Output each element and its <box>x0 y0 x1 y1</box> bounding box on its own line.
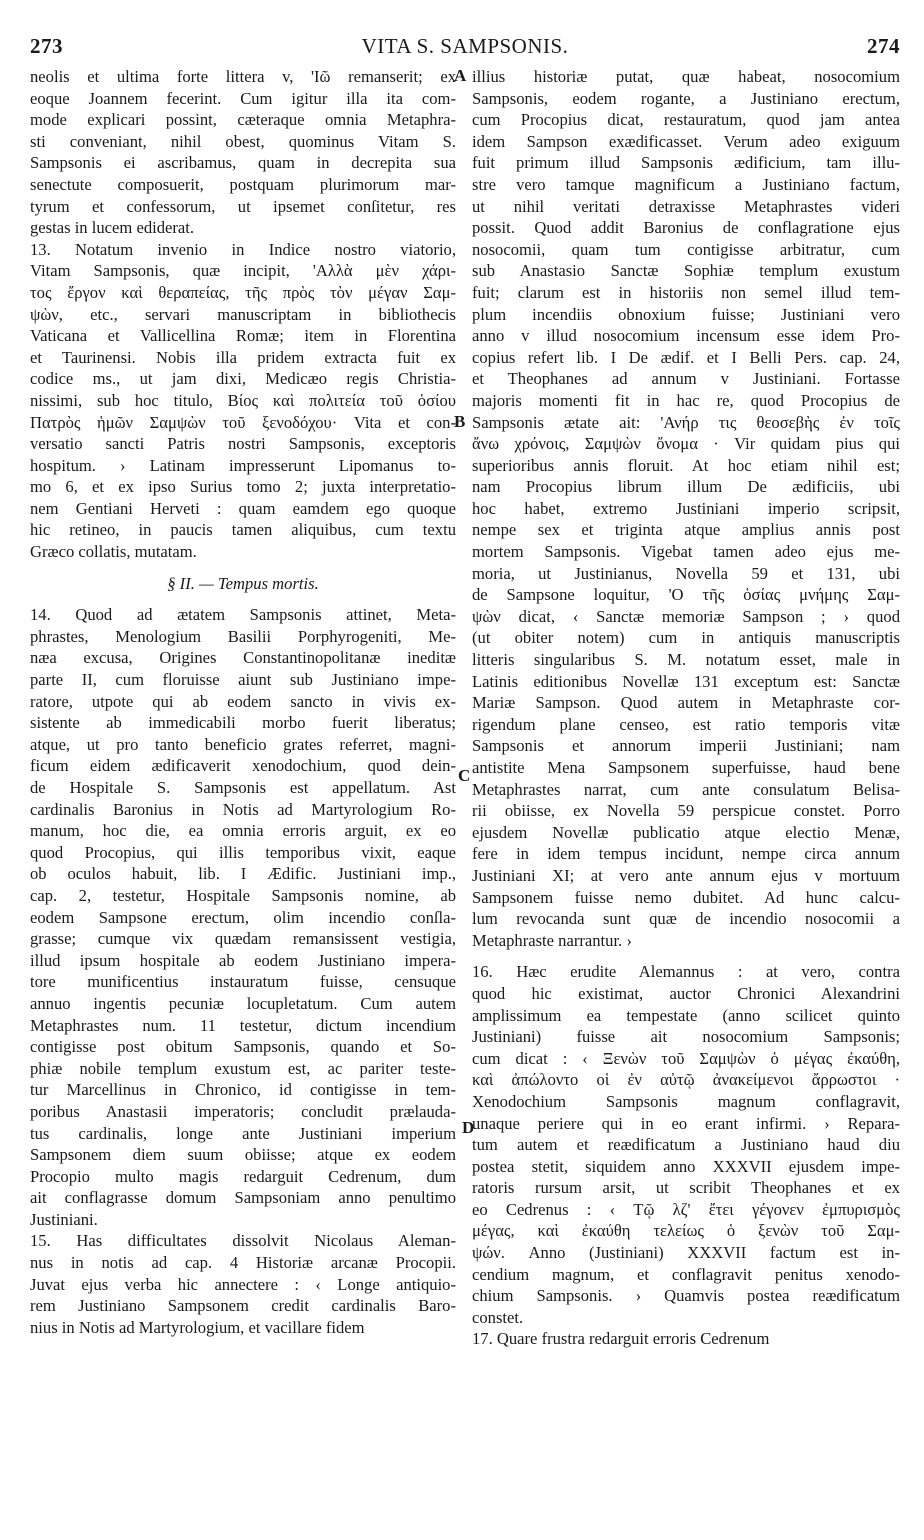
text-line: tore munificentius instauratum fuisse, censuque <box>30 972 456 992</box>
text-line: Xenodochium Sampsonis magnum conflagravit, <box>472 1091 900 1111</box>
margin-marker-c: C <box>458 766 471 785</box>
text-line: atque, ut pro tanto beneficio grates referret, magni- <box>30 734 456 754</box>
text-line: hospitum. › Latinam impresserunt Lipomanus to- <box>30 455 456 475</box>
text-line: fuit primum illud Sampsonis ædificium, tam illu- <box>472 153 900 173</box>
text-line: senectute composuerit, postquam plurimorum mar- <box>30 174 456 194</box>
text-line: possit. Quod addit Baronius de conflagratione ejus <box>472 218 900 238</box>
text-line: Sampsonis ætate ait: 'Ανήρ τις θεοσεβὴς ἐν τοῖς <box>472 412 900 432</box>
text-line: parte II, cum floruisse aiunt sub Justiniano impe- <box>30 670 456 690</box>
text-line: 16. Hæc erudite Alemannus : at vero, contra <box>472 962 900 982</box>
text-line: rigendum plane censeo, est ratio temporis vitæ <box>472 714 900 734</box>
text-line: ficum eidem ædificaverit xenodochium, quod dein- <box>30 756 456 776</box>
text-line: sub Anastasio Sanctæ Sophiæ templum exustum <box>472 261 900 281</box>
text-line: Mariæ Sampson. Quod autem in Metaphraste cor- <box>472 693 900 713</box>
text-line: Græco collatis, mutatam. <box>30 542 197 562</box>
page-number-right: 274 <box>867 34 900 58</box>
text-line: Latinis editionibus Novellæ 131 exceptum est: Sanctæ <box>472 671 900 691</box>
margin-marker-d: D <box>462 1118 475 1137</box>
text-line: illius historiæ putat, quæ habeat, nosocomium <box>472 67 900 86</box>
text-line: nam Procopius librum illum De ædificiis, ubi <box>472 477 900 497</box>
text-line: Sampsonis et annorum imperii Justiniani; nam <box>472 736 900 756</box>
left-column <box>30 66 456 1338</box>
page-header <box>30 34 900 62</box>
text-line: fere in idem tempus incidunt, nempe circa annum <box>472 844 900 864</box>
text-line: nem Gentiani Herveti : quam eamdem ego quoque <box>30 498 456 518</box>
text-line: neolis et ultima forte littera v, 'Iῶ remanserit; ex <box>30 67 456 86</box>
text-line: ἄνω χρόνοις, Σαμψὼν ὄνομα · Vir quidam pius qui <box>472 434 900 454</box>
text-line: tus cardinalis, longe ante Justiniani imperium <box>30 1123 456 1143</box>
text-line: mortem Sampsonis. Vigebat tamen adeo ejus me- <box>472 542 900 562</box>
section-heading: § II. — Tempus mortis. <box>167 573 319 593</box>
text-line: Metaphraste narrantur. › <box>472 930 632 950</box>
text-line: cendium magnum, et conflagravit penitus xenodo- <box>472 1264 900 1284</box>
text-line: nus in notis ad cap. 4 Historiæ arcanæ Procopii. <box>30 1253 456 1273</box>
running-title: VITA S. SAMPSONIS. <box>361 34 569 58</box>
text-line: Vaticana et Vallicellina Romæ; item in Florentina <box>30 326 456 346</box>
text-line: postea stetit, siquidem anno XXXVII ejusdem impe- <box>472 1156 900 1176</box>
text-line: hoc habet, extremo Justiniani imperio scripsit, <box>472 498 900 518</box>
text-line: τος ἔργον καὶ θεραπείας, τῆς πρὸς τὸν μέγαν Σαμ- <box>30 282 456 302</box>
text-line: idem Sampson exædificasset. Verum adeo exiguum <box>472 131 900 151</box>
margin-marker-a: A <box>454 66 467 85</box>
text-line: phiæ nobile templum exustum est, ac pariter teste- <box>30 1058 456 1078</box>
text-line: Sampsonis, eodem rogante, a Justiniano erectum, <box>472 88 900 108</box>
margin-marker-b: B <box>454 412 466 431</box>
text-line: hic retineo, in paucis tamen aliquibus, cum textu <box>30 520 456 540</box>
text-line: eo Cedrenus : ‹ Τῷ λζ' ἔτει γέγονεν ἐμπυρισμὸς <box>472 1199 900 1219</box>
text-line: Πατρὸς ἡμῶν Σαμψὼν τοῦ ξενοδόχου· Vita et con- <box>30 412 456 432</box>
text-line: superioribus annis floruit. At hoc etiam nihil est; <box>472 455 900 475</box>
text-line: Procopio multo magis redarguit Cedrenum, dum <box>30 1166 456 1186</box>
text-line: et Theophanes ad annum v Justiniani. Fortasse <box>472 369 900 389</box>
text-line: Juvat ejus verba hic annectere : ‹ Longe antiquio- <box>30 1274 456 1294</box>
text-line: unaque periere qui in eo erant infirmi. › Repara- <box>472 1113 900 1133</box>
text-line: tur Marcellinus in Chronico, id contigisse in tem- <box>30 1080 456 1100</box>
text-line: de Sampsone loquitur, 'Ο τῆς ὁσίας μνήμης Σαμ- <box>472 585 900 605</box>
text-line: nius in Notis ad Martyrologium, et vacillare fidem <box>30 1317 365 1337</box>
text-line: ratoris rursum arsit, ut scribit Theophanes et ex <box>472 1178 900 1198</box>
text-line: chium Sampsonis. › Quamvis postea reædificatum <box>472 1286 900 1306</box>
text-line: Sampsonem diem suum obiisse; atque ex eodem <box>30 1145 456 1165</box>
text-line: eoque Joannem fecerint. Cum igitur illa ita com- <box>30 88 456 108</box>
text-line: ψὼν, etc., servari manuscriptam in bibliothecis <box>30 304 456 324</box>
text-line: illud ipsum hospitale ab eodem Justiniano impera- <box>30 950 456 970</box>
text-line: nissimi, sub hoc titulo, Βίος καὶ πολιτεία τοῦ ὁσίου <box>30 390 456 410</box>
text-line: Metaphrastes narrat, cum ante consulatum Belisa- <box>472 779 900 799</box>
text-line: antistite Mena Sampsonem superfuisse, haud bene <box>472 758 900 777</box>
text-line: manum, hoc die, ea omnia erroris arguit, ex eo <box>30 821 456 841</box>
text-line: Metaphrastes num. 11 testetur, dictum incendium <box>30 1015 456 1035</box>
text-line: sti conveniant, nihil obest, quominus Vitam S. <box>30 131 456 151</box>
text-line: cum dicat : ‹ Ξενὼν τοῦ Σαμψὼν ὁ μέγας ἐκαύθη, <box>472 1048 900 1068</box>
text-line: μέγας, καὶ ἐκαύθη τελείως ὁ ξενὼν τοῦ Σαμ- <box>472 1221 900 1241</box>
text-line: lum revocanda sunt quæ de incendio nosocomii a <box>472 909 900 929</box>
text-line: 14. Quod ad ætatem Sampsonis attinet, Meta- <box>30 605 456 625</box>
text-line: quod hic existimat, auctor Chronici Alexandrini <box>472 983 900 1003</box>
paragraph-gap <box>30 563 456 573</box>
page-number-left: 273 <box>30 34 63 58</box>
text-line: næa excusa, Origines Constantinopolitanæ ineditæ <box>30 648 456 668</box>
text-line: phrastes, Menologium Basilii Porphyrogeniti, Me- <box>30 626 456 646</box>
text-line: nempe sex et triginta atque amplius annis post <box>472 520 900 540</box>
text-line: quod Procopius, qui illis temporibus vixit, eaque <box>30 842 456 862</box>
text-line: gestas in lucem ediderat. <box>30 218 195 238</box>
text-line: stre vero tamque magnificum a Justiniano factum, <box>472 174 900 194</box>
text-line: litteris singularibus S. M. notatum esset, male in <box>472 650 900 670</box>
text-line: tyrum et confessorum, ut ipsemet conſitetur, res <box>30 196 456 216</box>
text-line: de Hospitale S. Sampsonis est appellatum. Ast <box>30 778 456 797</box>
text-line: 15. Has difficultates dissolvit Nicolaus Aleman- <box>30 1231 456 1251</box>
text-line: Sampsonis ei ascribamus, quam in decrepita sua <box>30 153 456 173</box>
paragraph-gap <box>472 951 900 961</box>
text-line: codice ms., ut jam dixi, Medicæo regis Christia- <box>30 369 456 389</box>
paragraph-gap <box>30 594 456 604</box>
text-line: 17. Quare frustra redarguit erroris Cedrenum <box>472 1329 770 1349</box>
text-line: ob oculos habuit, lib. I Ædific. Justiniani imp., <box>30 864 456 884</box>
text-line: copius refert lib. I De ædif. et I Belli Pers. cap. 24, <box>472 347 900 367</box>
text-line: cap. 2, testetur, Hospitale Sampsonis nomine, ab <box>30 885 456 905</box>
text-line: rii obiisse, ex Novella 59 perspicue constet. Porro <box>472 801 900 821</box>
text-line: anno v illud nosocomium incensum esse idem Pro- <box>472 326 900 346</box>
text-line: fuit; clarum est in historiis non semel illud tem- <box>472 282 900 302</box>
text-line: sistente ab immedicabili morbo fuerit liberatus; <box>30 713 456 733</box>
text-line: Vitam Sampsonis, quæ incipit, 'Αλλὰ μὲν χάρι- <box>30 261 456 281</box>
text-line: cum Procopius dicat, restauratum, quod jam antea <box>472 110 900 130</box>
text-line: tum autem et reædificatum a Justiniano haud diu <box>472 1135 900 1155</box>
text-line: Sampsonem fuisse nemo dubitet. Ad hunc calcu- <box>472 887 900 907</box>
text-line: mode explicari possint, cæteraque omnia Metaphra- <box>30 110 456 130</box>
text-line: Justiniani XI; at vero ante annum ejus v mortuum <box>472 865 900 885</box>
text-line: eodem Sampsone erectum, olim incendio conſla- <box>30 907 456 927</box>
text-line: et Taurinensi. Nobis illa pridem extracta fuit ex <box>30 347 456 367</box>
text-line: contigisse post obitum Sampsonis, quando et So- <box>30 1037 456 1057</box>
text-line: Justiniani. <box>30 1209 98 1229</box>
text-line: (ut obiter notem) cum in antiquis manuscriptis <box>472 628 900 648</box>
text-line: rem Justiniano Sampsonem credit cardinalis Baro- <box>30 1296 456 1316</box>
text-line: amplissimum ea tempestate (anno scilicet quinto <box>472 1005 900 1025</box>
text-line: grasse; cumque vix quædam remansissent vestigia, <box>30 929 456 949</box>
text-line: ut nihil veritati detraxisse Metaphrastes videri <box>472 196 900 216</box>
text-line: Justiniani) fuisse ait nosocomium Sampsonis; <box>472 1027 900 1047</box>
text-line: constet. <box>472 1307 524 1327</box>
text-line: nosocomii, quam tum contigisse arbitratur, cum <box>472 239 900 259</box>
text-line: cardinalis Baronius in Notis ad Martyrologium Ro- <box>30 799 456 819</box>
text-line: ψὼν dicat, ‹ Sanctæ memoriæ Sampson ; › quod <box>472 606 900 626</box>
text-line: moria, ut Justinianus, Novella 59 et 131, ubi <box>472 563 900 583</box>
text-line: 13. Notatum invenio in Indice nostro viatorio, <box>30 239 456 259</box>
text-line: mo 6, et ex ipso Surius tomo 2; juxta interpretatio- <box>30 477 456 497</box>
text-line: καὶ ἀπώλοντο οἱ ἐν αὐτῷ ἀνακείμενοι ἄρρωστοι · <box>472 1070 900 1090</box>
text-line: annuo ingentis pecuniæ locupletatum. Cum autem <box>30 993 456 1013</box>
text-line: plum incendiis obnoxium fuisse; Justiniani vero <box>472 304 900 324</box>
text-line: ratore, utpote qui ab eodem sancto in vivis ex- <box>30 691 456 711</box>
text-line: ejusdem Novellæ publicatio atque electio Menæ, <box>472 822 900 842</box>
text-line: ψών. Anno (Justiniani) XXXVII factum est in- <box>472 1243 900 1263</box>
text-line: majoris momenti fit in hac re, quod Procopius de <box>472 390 900 410</box>
text-line: versatio sancti Patris nostri Sampsonis, exceptoris <box>30 434 456 454</box>
right-column <box>472 66 900 1350</box>
text-line: ait conflagrasse domum Sampsoniam anno penultimo <box>30 1188 456 1208</box>
text-line: poribus Anastasii imperatoris; concludit prælauda- <box>30 1101 456 1121</box>
